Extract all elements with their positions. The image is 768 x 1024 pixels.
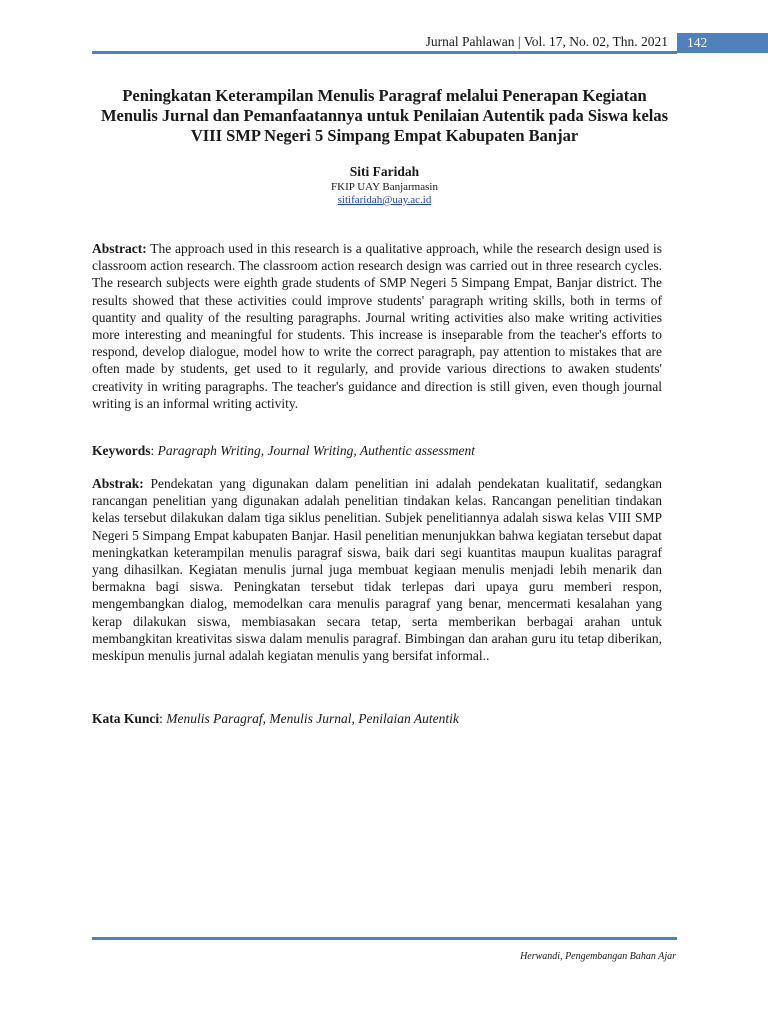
keywords-indonesian xyxy=(92,710,662,727)
kata-kunci-label: Kata Kunci xyxy=(92,711,160,726)
abstract-text: The approach used in this research is a qualitative approach, while the research design used is classroom action research. The classroom action research design was carried out in three research cycles. The research subjects were eighth grade students of SMP Negeri 5 Simpang Empat, Banjar district. The results showed that these activities could improve students' paragraph writing skills, both in terms of quantity and quality of the resulting paragraphs. Journal writing activities also make writing activities more interesting and meaningful for students. This increase is inseparable from the teacher's efforts to respond, develop dialogue, model how to write the correct paragraph, pay attention to mistakes that are often made by students, get used to it regularly, and provide various directions to awaken students' creativity in writing paragraphs. The teacher's guidance and direction is still given, even though journal writing is an informal writing activity. xyxy=(92,241,662,411)
page-number: 142 xyxy=(677,33,768,53)
footer-rule xyxy=(92,937,677,940)
header-rule xyxy=(92,51,677,54)
kata-kunci-separator: : xyxy=(159,711,167,726)
kata-kunci-text: Menulis Paragraf, Menulis Jurnal, Penilaian Autentik xyxy=(166,711,459,726)
keywords-label: Keywords xyxy=(92,443,151,458)
keywords-separator: : xyxy=(150,443,158,458)
keywords-text: Paragraph Writing, Journal Writing, Authentic assessment xyxy=(157,443,476,458)
footer-text: Herwandi, Pengembangan Bahan Ajar xyxy=(520,951,676,962)
keywords-english xyxy=(92,442,662,459)
abstract-indonesian xyxy=(92,475,662,664)
author-name: Siti Faridah xyxy=(349,164,420,179)
abstrak-label: Abstrak: xyxy=(92,476,144,491)
author-email-link[interactable]: sitifaridah@uay.ac.id xyxy=(337,194,432,206)
abstract-english xyxy=(92,240,662,412)
article-title: Peningkatan Keterampilan Menulis Paragraf melalui Penerapan Kegiatan Menulis Jurnal dan Pemanfaatannya untuk Penilaian Autentik pada Siswa kelas VIII SMP Negeri 5 Simpang Empat Kabupaten Banjar xyxy=(100,86,669,145)
author-affiliation: FKIP UAY Banjarmasin xyxy=(331,181,438,193)
author-email-line xyxy=(92,194,677,206)
abstrak-text: Pendekatan yang digunakan dalam penelitian ini adalah pendekatan kualitatif, sedangkan rancangan penelitian yang digunakan adalah penelitian tindakan kelas. Rancangan penelitian tindakan kelas tersebut dilakukan dalam tiga siklus penelitian. Subjek penelitiannya adalah siswa kelas VIII SMP Negeri 5 Simpang Empat kabupaten Banjar. Hasil penelitian menunjukkan bahwa kegiatan tersebut dapat meningkatkan keterampilan menulis paragraf siswa, baik dari segi kuantitas maupun kualitas paragraf yang dihasilkan. Kegiatan menulis jurnal juga membuat kegiaan menulis menjadi lebih menarik dan bermakna bagi siswa. Peningkatan tersebut tidak terlepas dari upaya guru memberi respon, mengembangkan dialog, memodelkan cara menulis paragraf yang benar, mencermati kesalahan yang kerap dilakukan siswa, membiasakan secara tetap, serta memberikan berbagai arahan untuk membangkitan kreativitas siswa dalam menulis paragraf. Bimbingan dan arahan guru itu tetap diberikan, meskipun menulis jurnal adalah kegiatan menulis yang bersifat informal.. xyxy=(92,476,662,664)
abstract-label: Abstract: xyxy=(92,241,147,256)
journal-info: Jurnal Pahlawan | Vol. 17, No. 02, Thn. 2021 xyxy=(425,34,668,49)
